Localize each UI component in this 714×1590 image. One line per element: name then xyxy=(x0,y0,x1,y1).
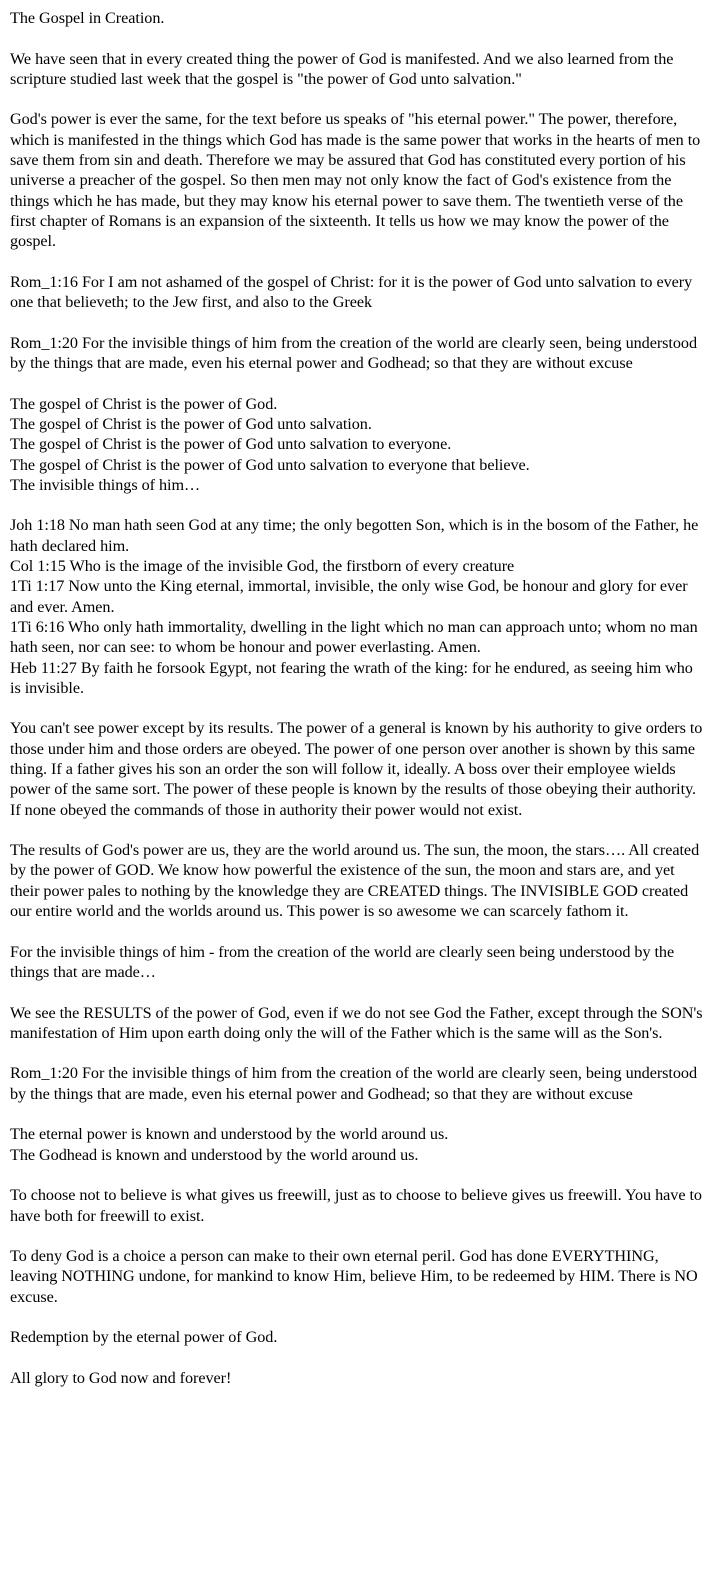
paragraph xyxy=(10,515,706,698)
paragraph-line: Rom_1:16 For I am not ashamed of the gospel of Christ: for it is the power of God unto salvation to every one that believeth; to the Jew first, and also to the Greek xyxy=(10,272,693,312)
paragraph-line: Heb 11:27 By faith he forsook Egypt, not fearing the wrath of the king: for he endured, as seeing him who is invisible. xyxy=(10,658,693,697)
paragraph xyxy=(10,840,706,921)
paragraph-line: The eternal power is known and understood by the world around us. xyxy=(10,1125,449,1144)
paragraph xyxy=(10,1185,706,1226)
paragraph xyxy=(10,1246,706,1307)
paragraph-line: The gospel of Christ is the power of God unto salvation to everyone that believe. xyxy=(10,455,530,474)
paragraph xyxy=(10,1327,706,1347)
paragraph-line: All glory to God now and forever! xyxy=(10,1368,232,1387)
paragraph xyxy=(10,394,706,495)
paragraph-line: Redemption by the eternal power of God. xyxy=(10,1328,278,1347)
paragraph-line: God's power is ever the same, for the text before us speaks of "his eternal power." The power, therefore, which is manifested in the things which God has made is the same power that works in the hearts of men to save them from sin and death. Therefore we may be assured that God has constituted every portion of his universe a preacher of the gospel. So then men may not only know the fact of God's existence from the things which he has made, but they may know his eternal power to save them. The twentieth verse of the first chapter of Romans is an expansion of the sixteenth. It tells us how we may know the power of the gospel. xyxy=(10,110,701,251)
paragraph xyxy=(10,1368,706,1388)
paragraph-line: Rom_1:20 For the invisible things of him from the creation of the world are clearly seen, being understood by the things that are made, even his eternal power and Godhead; so that they are without excuse xyxy=(10,1064,698,1103)
paragraph-line: The gospel of Christ is the power of God unto salvation. xyxy=(10,414,372,433)
paragraph-line: The results of God's power are us, they are the world around us. The sun, the moon, the stars…. All created by the power of GOD. We know how powerful the existence of the sun, the moon and stars are, and yet their power pales to nothing by the knowledge they are CREATED things. The INVISIBLE GOD created our entire world and the worlds around us. This power is so awesome we can scarcely fathom it. xyxy=(10,841,700,921)
document-title xyxy=(10,8,706,28)
paragraph-line: 1Ti 6:16 Who only hath immortality, dwelling in the light which no man can approach unto; whom no man hath seen, nor can see: to whom be honour and power everlasting. Amen. xyxy=(10,617,698,657)
paragraph-line: For the invisible things of him - from the creation of the world are clearly seen being understood by the things that are made… xyxy=(10,942,675,981)
paragraph xyxy=(10,49,706,90)
paragraph xyxy=(10,333,706,374)
paragraph-line: The gospel of Christ is the power of God. xyxy=(10,394,278,413)
paragraph-line: Joh 1:18 No man hath seen God at any time; the only begotten Son, which is in the bosom of the Father, he hath declared him. xyxy=(10,516,699,555)
paragraph xyxy=(10,109,706,251)
paragraph-line: We have seen that in every created thing the power of God is manifested. And we also learned from the scripture studied last week that the gospel is "the power of God unto salvation." xyxy=(10,49,674,88)
paragraph-line: The invisible things of him… xyxy=(10,475,201,494)
paragraph xyxy=(10,1124,706,1165)
paragraph xyxy=(10,1003,706,1044)
paragraph-line: Rom_1:20 For the invisible things of him from the creation of the world are clearly seen, being understood by the things that are made, even his eternal power and Godhead; so that they are without excuse xyxy=(10,333,698,373)
paragraph xyxy=(10,272,706,313)
title-text: The Gospel in Creation. xyxy=(10,9,165,27)
paragraph-line: We see the RESULTS of the power of God, even if we do not see God the Father, except through the SON's manifestation of Him upon earth doing only the will of the Father which is the same will as the Son's. xyxy=(10,1003,703,1042)
document-body xyxy=(10,49,706,1389)
paragraph xyxy=(10,718,706,819)
paragraph-line: To deny God is a choice a person can make to their own eternal peril. God has done EVERYTHING, leaving NOTHING undone, for mankind to know Him, believe Him, to be redeemed by HIM. There is NO excuse. xyxy=(10,1247,698,1306)
paragraph-line: The Godhead is known and understood by the world around us. xyxy=(10,1145,419,1164)
paragraph xyxy=(10,942,706,983)
paragraph-line: The gospel of Christ is the power of God unto salvation to everyone. xyxy=(10,435,452,454)
paragraph xyxy=(10,1063,706,1104)
paragraph-line: 1Ti 1:17 Now unto the King eternal, immortal, invisible, the only wise God, be honour and glory for ever and ever. Amen. xyxy=(10,577,688,616)
paragraph-line: To choose not to believe is what gives us freewill, just as to choose to believe gives us freewill. You have to have both for freewill to exist. xyxy=(10,1186,702,1225)
paragraph-line: You can't see power except by its results. The power of a general is known by his authority to give orders to those under him and those orders are obeyed. The power of one person over another is shown by this same thing. If a father gives his son an order the son will follow it, ideally. A boss over their employee wields power of the same sort. The power of these people is known by the results of those obeying their authority. If none obeyed the commands of those in authority their power would not exist. xyxy=(10,719,703,819)
paragraph-line: Col 1:15 Who is the image of the invisible God, the firstborn of every creature xyxy=(10,557,515,576)
